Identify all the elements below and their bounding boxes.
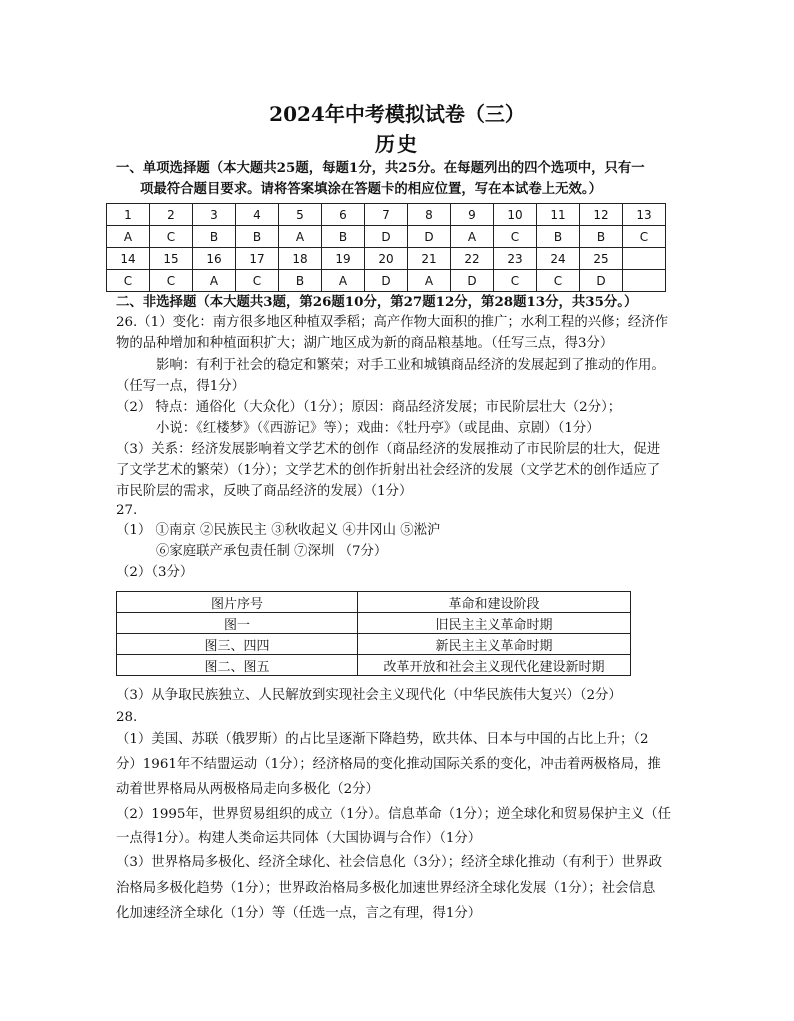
q28-line: （2）1995年，世界贸易组织的成立（1分）。信息革命（1分）；逆全球化和贸易保护主义（任: [116, 807, 672, 822]
q28-line: 动着世界格局从两极格局走向多极化（2分）: [116, 782, 379, 797]
table-cell: B: [193, 226, 236, 248]
table-cell: 2: [150, 204, 193, 226]
table-cell: C: [537, 270, 580, 292]
q28-line: （1）美国、苏联（俄罗斯）的占比呈逐渐下降趋势，欧共体、日本与中国的占比上升；（2: [116, 732, 649, 747]
q27-line: （2）（3分）: [116, 565, 194, 580]
q26-line: 小说：《红楼梦》（《西游记》等）；戏曲：《牡丹亭》（或昆曲、京剧）（1分）: [156, 421, 600, 436]
table-cell: 13: [623, 204, 666, 226]
q26-line: 市民阶层的需求，反映了商品经济的发展）（1分）: [116, 484, 413, 499]
table-cell: 14: [107, 248, 150, 270]
q26-line: （3）关系：经济发展影响着文学艺术的创作（商品经济的发展推动了市民阶层的壮大，促进: [116, 442, 661, 457]
q27-line: （1） ①南京 ②民族民主 ③秋收起义 ④井冈山 ⑤淞沪: [116, 523, 441, 538]
table-cell: 6: [322, 204, 365, 226]
q27-line: （3）从争取民族独立、人民解放到实现社会主义现代化（中华民族伟大复兴）（2分）: [116, 688, 622, 703]
q26-line: （2） 特点：通俗化（大众化）（1分）；原因：商品经济发展；市民阶层壮大（2分）；: [116, 400, 622, 415]
table-cell: A: [279, 226, 322, 248]
table-cell: 22: [451, 248, 494, 270]
table-cell: 图二、图五: [117, 655, 358, 676]
table-row: [117, 613, 631, 634]
table-header-cell: 图片序号: [117, 592, 358, 613]
table-cell: C: [236, 270, 279, 292]
table-cell: A: [408, 270, 451, 292]
table-row: [117, 634, 631, 655]
table-cell: C: [494, 270, 537, 292]
table-cell: [623, 270, 666, 292]
table-cell: 图三、四四: [117, 634, 358, 655]
table-cell: 24: [537, 248, 580, 270]
table-cell: 图一: [117, 613, 358, 634]
table-cell: 23: [494, 248, 537, 270]
section1-heading-line2: 项最符合题目要求。请将答案填涂在答题卡的相应位置，写在本试卷上无效。）: [140, 181, 602, 197]
table-cell: 10: [494, 204, 537, 226]
table-cell: 20: [365, 248, 408, 270]
q28-number: 28.: [116, 710, 138, 725]
table-cell: 16: [193, 248, 236, 270]
table-row: [107, 248, 666, 270]
stage-table: [116, 591, 631, 676]
section1-heading-line1: 一、单项选择题（本大题共25题，每题1分，共25分。在每题列出的四个选项中，只有一: [116, 160, 645, 176]
table-row: [107, 226, 666, 248]
table-cell: D: [365, 226, 408, 248]
table-cell: C: [150, 226, 193, 248]
table-cell: 18: [279, 248, 322, 270]
q27-number: 27.: [116, 503, 138, 518]
table-cell: 15: [150, 248, 193, 270]
table-cell: 17: [236, 248, 279, 270]
table-cell: A: [193, 270, 236, 292]
table-cell: B: [580, 226, 623, 248]
table-cell: 3: [193, 204, 236, 226]
q28-line: 分）1961年不结盟运动（1分）；经济格局的变化推动国际关系的变化，冲击着两极格局，推: [116, 757, 661, 772]
table-cell: B: [537, 226, 580, 248]
table-cell: 4: [236, 204, 279, 226]
table-cell: 11: [537, 204, 580, 226]
q26-line: 26.（1）变化：南方很多地区种植双季稻；高产作物大面积的推广；水利工程的兴修；经济作: [116, 315, 669, 330]
q26-line: 影响：有利于社会的稳定和繁荣；对手工业和城镇商品经济的发展起到了推动的作用。: [156, 358, 665, 373]
answer-table: [106, 203, 666, 292]
table-cell: 21: [408, 248, 451, 270]
q26-line: （任写一点，得1分）: [116, 379, 246, 394]
section2-heading: 二、非选择题（本大题共3题，第26题10分，第27题12分，第28题13分，共35分。）: [116, 294, 638, 310]
table-cell: 旧民主主义革命时期: [358, 613, 631, 634]
table-cell: C: [494, 226, 537, 248]
table-cell: 改革开放和社会主义现代化建设新时期: [358, 655, 631, 676]
table-cell: C: [150, 270, 193, 292]
page-title: 2024年中考模拟试卷（三）: [269, 102, 525, 126]
table-row: [107, 204, 666, 226]
table-cell: C: [623, 226, 666, 248]
q26-line: 物的品种增加和种植面积扩大；湖广地区成为新的商品粮基地。（任写三点，得3分）: [116, 336, 614, 351]
table-cell: 9: [451, 204, 494, 226]
table-cell: A: [322, 270, 365, 292]
q28-line: 一点得1分）。构建人类命运共同体（大国协调与合作）（1分）: [116, 831, 482, 846]
table-cell: A: [107, 226, 150, 248]
table-cell: 19: [322, 248, 365, 270]
table-cell: D: [408, 226, 451, 248]
subject-title: 历史: [375, 132, 419, 156]
q27-line: ⑥家庭联产承包责任制 ⑦深圳 （7分）: [156, 544, 388, 559]
q28-line: （3）世界格局多极化、经济全球化、社会信息化（3分）；经济全球化推动（有利于）世界政: [116, 855, 662, 870]
table-cell: D: [580, 270, 623, 292]
q28-line: 治格局多极化趋势（1分）；世界政治格局多极化加速世界经济全球化发展（1分）；社会信息: [116, 881, 656, 896]
table-cell: 5: [279, 204, 322, 226]
table-row: [117, 592, 631, 613]
table-cell: B: [236, 226, 279, 248]
q26-line: 了文学艺术的繁荣）（1分）；文学艺术的创作折射出社会经济的发展（文学艺术的创作适应了: [116, 463, 661, 478]
table-cell: B: [279, 270, 322, 292]
table-cell: 12: [580, 204, 623, 226]
table-cell: 25: [580, 248, 623, 270]
q28-line: 化加速经济全球化（1分）等（任选一点，言之有理，得1分）: [116, 906, 482, 921]
table-cell: D: [451, 270, 494, 292]
table-cell: 8: [408, 204, 451, 226]
table-header-cell: 革命和建设阶段: [358, 592, 631, 613]
table-cell: D: [365, 270, 408, 292]
table-cell: A: [451, 226, 494, 248]
table-cell: C: [107, 270, 150, 292]
table-cell: B: [322, 226, 365, 248]
table-cell: 新民主主义革命时期: [358, 634, 631, 655]
table-row: [117, 655, 631, 676]
table-cell: 1: [107, 204, 150, 226]
table-cell: [623, 248, 666, 270]
table-cell: 7: [365, 204, 408, 226]
table-row: [107, 270, 666, 292]
